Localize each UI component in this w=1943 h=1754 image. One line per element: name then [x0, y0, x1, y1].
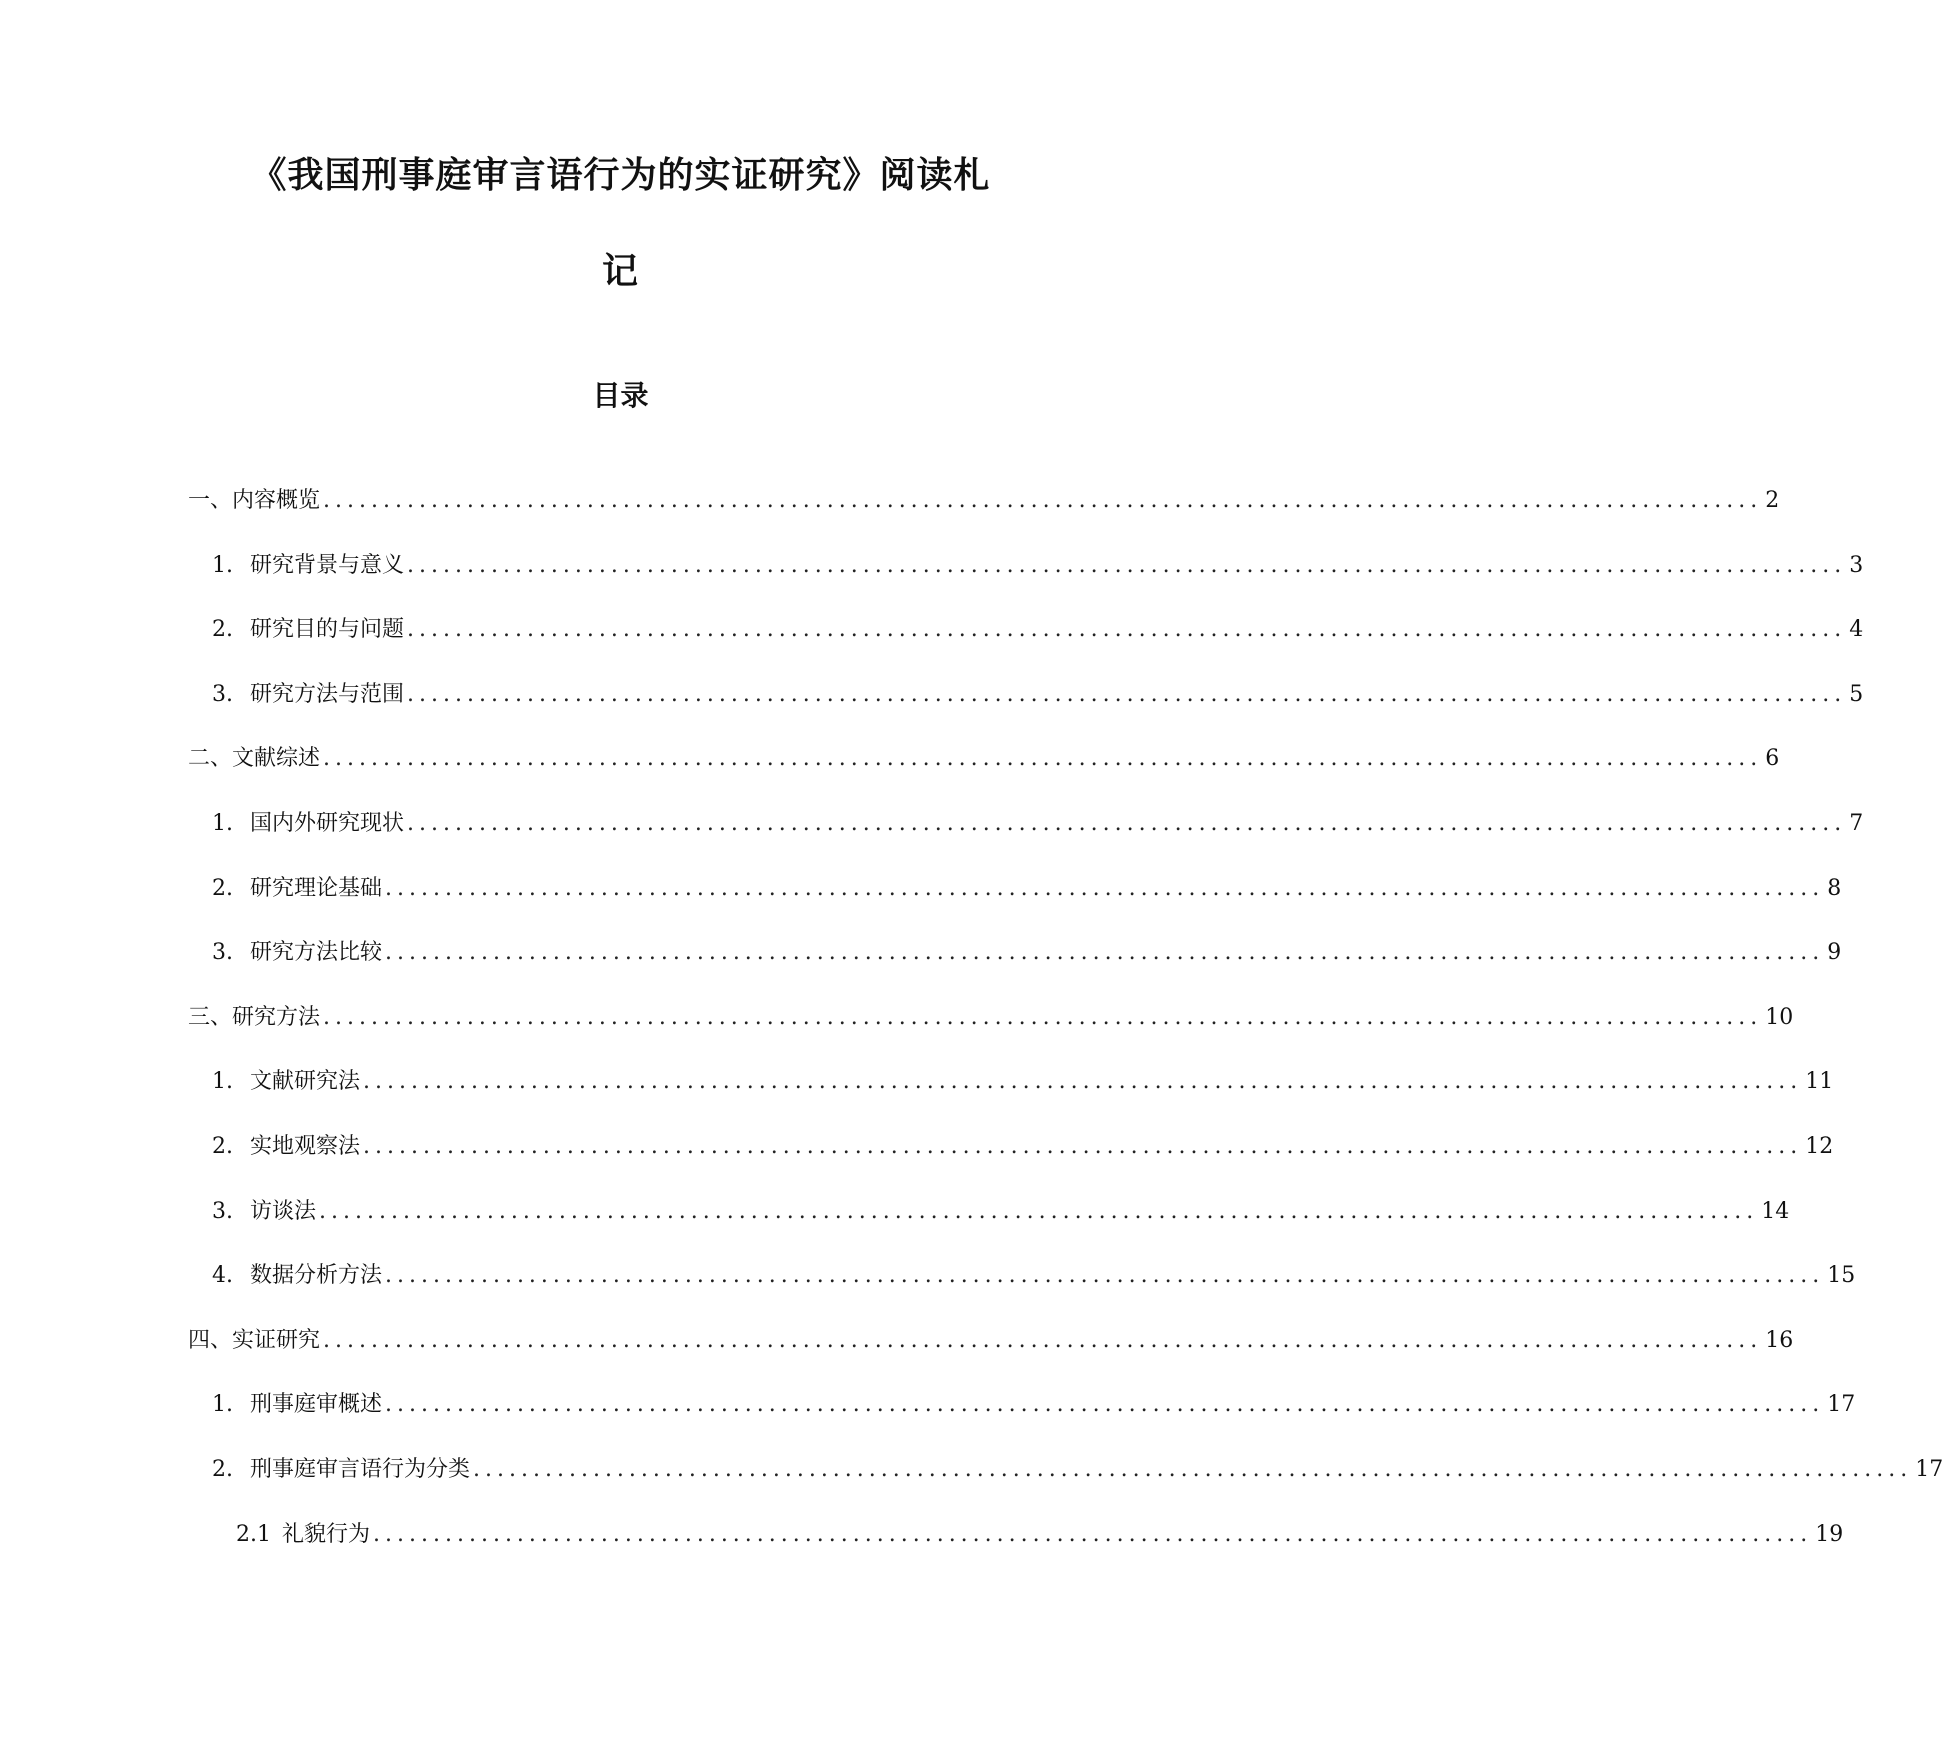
- toc-dot-leader: ........................................................................................................................: [407, 553, 1847, 578]
- toc-entry[interactable]: [212, 1390, 1856, 1420]
- toc-entry-page-number: 5: [1849, 682, 1864, 707]
- toc-entry-page-number: 15: [1827, 1263, 1856, 1288]
- toc-entry-title: 三、研究方法: [188, 1005, 321, 1030]
- toc-entry-page-number: 9: [1827, 940, 1842, 965]
- toc-entry[interactable]: [212, 1132, 1834, 1162]
- toc-entry[interactable]: [212, 938, 1842, 968]
- toc-entry-title: 研究方法比较: [250, 940, 383, 965]
- toc-entry-number: 2.: [212, 1134, 233, 1159]
- toc-entry[interactable]: [212, 874, 1842, 904]
- toc-entry-title: 文献研究法: [250, 1069, 361, 1094]
- toc-entry-title: 四、实证研究: [188, 1328, 321, 1353]
- toc-entry-page-number: 10: [1765, 1005, 1794, 1030]
- toc-entry[interactable]: [212, 1455, 1943, 1485]
- toc-entry-page-number: 6: [1765, 746, 1780, 771]
- toc-entry-title: 研究背景与意义: [250, 553, 405, 578]
- toc-dot-leader: ........................................................................................................................: [363, 1069, 1803, 1094]
- toc-entry[interactable]: [212, 1261, 1856, 1291]
- toc-dot-leader: ........................................................................................................................: [323, 1005, 1763, 1030]
- toc-heading: 目录: [592, 379, 649, 412]
- toc-entry-number: 3.: [212, 1199, 233, 1224]
- toc-entry[interactable]: [212, 1197, 1790, 1227]
- toc-entry-number: 1.: [212, 1069, 233, 1094]
- toc-entry[interactable]: [188, 1003, 1794, 1033]
- toc-dot-leader: ........................................................................................................................: [385, 940, 1825, 965]
- toc-entry-number: 3.: [212, 682, 233, 707]
- toc-entry-title: 刑事庭审概述: [250, 1392, 383, 1417]
- toc-entry-number: 1.: [212, 553, 233, 578]
- toc-entry[interactable]: [212, 1067, 1834, 1097]
- toc-dot-leader: ........................................................................................................................: [407, 617, 1847, 642]
- toc-entry-title: 二、文献综述: [188, 746, 321, 771]
- toc-entry-title: 一、内容概览: [188, 488, 321, 513]
- toc-entry-title: 访谈法: [250, 1199, 317, 1224]
- toc-entry-number: 2.1: [236, 1522, 271, 1547]
- toc-dot-leader: ........................................................................................................................: [385, 876, 1825, 901]
- toc-dot-leader: ........................................................................................................................: [407, 682, 1847, 707]
- toc-entry-page-number: 2: [1765, 488, 1780, 513]
- toc-entry-title: 研究目的与问题: [250, 617, 405, 642]
- toc-entry-page-number: 3: [1849, 553, 1864, 578]
- toc-dot-leader: ........................................................................................................................: [323, 488, 1763, 513]
- toc-entry[interactable]: [212, 615, 1864, 645]
- toc-dot-leader: ........................................................................................................................: [385, 1263, 1825, 1288]
- toc-entry-page-number: 14: [1761, 1199, 1790, 1224]
- document-title-line-1: 《我国刑事庭审言语行为的实证研究》阅读札: [250, 155, 991, 196]
- toc-entry-title: 数据分析方法: [250, 1263, 383, 1288]
- toc-entry-title: 研究理论基础: [250, 876, 383, 901]
- toc-entry-title: 研究方法与范围: [250, 682, 405, 707]
- toc-entry[interactable]: [212, 809, 1864, 839]
- toc-entry-page-number: 17: [1827, 1392, 1856, 1417]
- toc-entry-number: 3.: [212, 940, 233, 965]
- toc-entry-page-number: 17: [1915, 1457, 1943, 1482]
- toc-dot-leader: ........................................................................................................................: [385, 1392, 1825, 1417]
- toc-entry-page-number: 7: [1849, 811, 1864, 836]
- toc-entry[interactable]: [212, 551, 1864, 581]
- toc-entry[interactable]: [188, 744, 1780, 774]
- toc-entry-title: 实地观察法: [250, 1134, 361, 1159]
- toc-entry-page-number: 19: [1815, 1522, 1844, 1547]
- toc-entry-number: 1.: [212, 1392, 233, 1417]
- toc-entry[interactable]: [212, 680, 1864, 710]
- toc-entry-page-number: 11: [1805, 1069, 1834, 1094]
- toc-entry-page-number: 4: [1849, 617, 1864, 642]
- toc-dot-leader: ........................................................................................................................: [407, 811, 1847, 836]
- toc-entry-title: 刑事庭审言语行为分类: [250, 1457, 471, 1482]
- toc-entry[interactable]: [236, 1520, 1844, 1550]
- toc-dot-leader: ........................................................................................................................: [373, 1522, 1813, 1547]
- toc-entry[interactable]: [188, 1326, 1794, 1356]
- toc-entry-number: 2.: [212, 617, 233, 642]
- toc-dot-leader: ........................................................................................................................: [319, 1199, 1759, 1224]
- toc-entry-page-number: 8: [1827, 876, 1842, 901]
- toc-dot-leader: ........................................................................................................................: [473, 1457, 1913, 1482]
- toc-entry-page-number: 16: [1765, 1328, 1794, 1353]
- toc-entry[interactable]: [188, 486, 1780, 516]
- toc-entry-number: 1.: [212, 811, 233, 836]
- toc-entry-number: 2.: [212, 1457, 233, 1482]
- toc-dot-leader: ........................................................................................................................: [323, 746, 1763, 771]
- toc-dot-leader: ........................................................................................................................: [363, 1134, 1803, 1159]
- toc-entry-number: 4.: [212, 1263, 233, 1288]
- toc-entry-number: 2.: [212, 876, 233, 901]
- toc-entry-page-number: 12: [1805, 1134, 1834, 1159]
- document-title-line-2: 记: [601, 251, 639, 292]
- toc-entry-title: 礼貌行为: [282, 1522, 371, 1547]
- toc-entry-title: 国内外研究现状: [250, 811, 405, 836]
- toc-dot-leader: ........................................................................................................................: [323, 1328, 1763, 1353]
